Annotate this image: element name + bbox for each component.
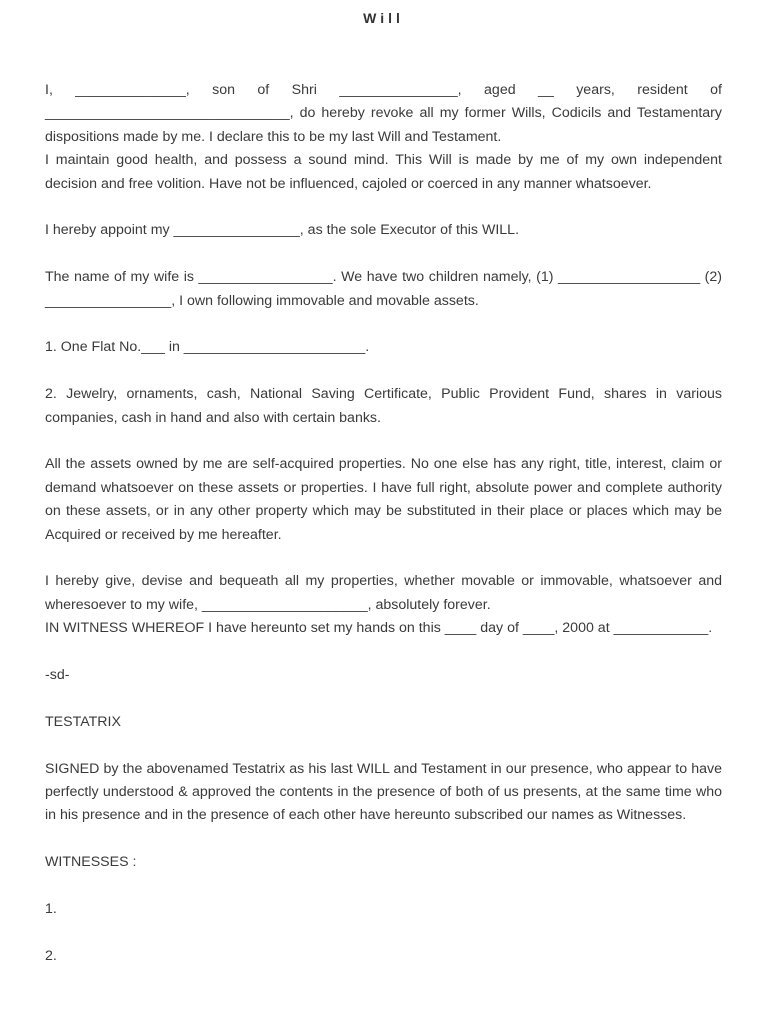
paragraph-testator-declaration: I, ______________, son of Shri _______________, aged __ years, resident of _______________________________, do hereby revoke all my former Wills, Codicils and Testamentary dispositions made by me. I declare this to be my last Will and Testament. [45,82,722,145]
document-title: Will [363,10,404,26]
signature-sd: -sd- [45,667,70,684]
paragraph-executor: I hereby appoint my ________________, as the sole Executor of this WILL. [45,222,520,239]
paragraph-health-statement: I maintain good health, and possess a sound mind. This Will is made by me of my own independent decision and free volition. Have not be influenced, cajoled or coerced in any manner whatsoever. [45,152,722,192]
paragraph-self-acquired: All the assets owned by me are self-acquired properties. No one else has any right, title, interest, claim or demand whatsoever on these assets or properties. I have full right, absolute power and complete authority on these assets, or in any other property which may be substituted in their place or places which may be Acquired or received by me hereafter. [45,456,722,543]
testatrix-label: TESTATRIX [45,713,121,730]
paragraph-bequest: I hereby give, devise and bequeath all my properties, whether movable or immovable, whatsoever and wheresoever to my wife, _____________________, absolutely forever. [45,573,722,613]
paragraph-asset-movables: 2. Jewelry, ornaments, cash, National Saving Certificate, Public Provident Fund, shares in various companies, cash in hand and also with certain banks. [45,386,722,426]
paragraph-family: The name of my wife is _________________. We have two children namely, (1) __________________ (2) ________________, I own following immovable and movable assets. [45,269,722,309]
witnesses-heading: WITNESSES : [45,854,137,871]
paragraph-in-witness: IN WITNESS WHEREOF I have hereunto set my hands on this ____ day of ____, 2000 at ____________. [45,620,713,637]
witness-line-1: 1. [45,901,57,918]
paragraph-asset-flat: 1. One Flat No.___ in _______________________. [45,339,370,356]
paragraph-signed-attestation: SIGNED by the abovenamed Testatrix as his last WILL and Testament in our presence, who appear to have perfectly understood & approved the contents in the presence of both of us presents, at the same time who in his presence and in the presence of each other have hereunto subscribed our names as Witnesses. [45,760,722,824]
witness-line-2: 2. [45,947,57,964]
